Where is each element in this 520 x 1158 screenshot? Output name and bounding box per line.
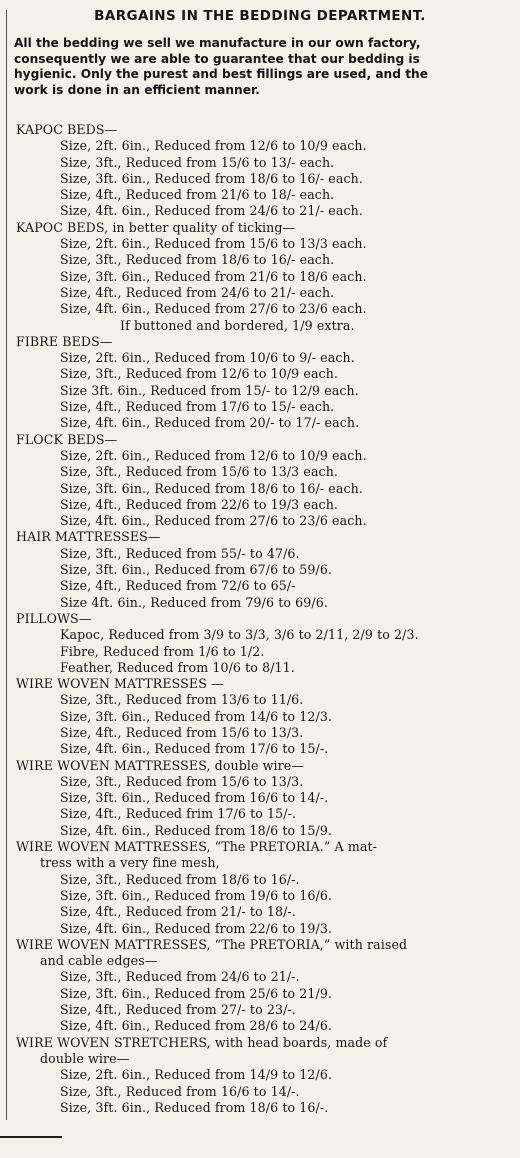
price-item: Size, 3ft., Reduced from 15/6 to 13/3. xyxy=(60,773,304,789)
price-item: Size, 4ft. 6in., Reduced from 17/6 to 15/-. xyxy=(60,741,329,757)
end-rule xyxy=(0,1136,62,1138)
section-heading: WIRE WOVEN MATTRESSES — xyxy=(16,676,224,692)
section-heading-continued: and cable edges— xyxy=(40,953,158,969)
price-item: Fibre, Reduced from 1/6 to 1/2. xyxy=(60,643,265,659)
section-heading: WIRE WOVEN MATTRESSES, double wire— xyxy=(16,757,305,773)
section-note: If buttoned and bordered, 1/9 extra. xyxy=(120,317,355,333)
column-rule xyxy=(6,10,7,1120)
price-item: Size, 4ft., Reduced from 17/6 to 15/- each. xyxy=(60,399,335,415)
price-item: Size, 4ft., Reduced from 22/6 to 19/3 each. xyxy=(60,496,339,512)
price-item: Size, 3ft., Reduced from 15/6 to 13/3 each. xyxy=(60,464,339,480)
article-title: BARGAINS IN THE BEDDING DEPARTMENT. xyxy=(94,8,426,24)
price-item: Size, 2ft. 6in., Reduced from 10/6 to 9/- each. xyxy=(60,350,355,366)
section-heading-continued: tress with a very fine mesh, xyxy=(40,855,220,871)
price-item: Size 4ft. 6in., Reduced from 79/6 to 69/6. xyxy=(60,594,328,610)
intro-line: consequently we are able to guarantee that our bedding is xyxy=(14,51,420,66)
price-item: Size, 3ft., Reduced from 16/6 to 14/-. xyxy=(60,1083,300,1099)
price-item: Size, 4ft., Reduced from 72/6 to 65/- xyxy=(60,578,296,594)
price-item: Size, 4ft., Reduced from 15/6 to 13/3. xyxy=(60,724,304,740)
intro-paragraph xyxy=(14,36,512,98)
section-heading: WIRE WOVEN MATTRESSES, “The PRETORIA.” A mat- xyxy=(16,839,378,855)
price-item: Feather, Reduced from 10/6 to 8/11. xyxy=(60,659,295,675)
price-item: Size, 3ft. 6in., Reduced from 16/6 to 14/-. xyxy=(60,790,329,806)
price-item: Size, 4ft. 6in., Reduced from 27/6 to 23/6 each. xyxy=(60,301,367,317)
section-heading: FLOCK BEDS— xyxy=(16,431,118,447)
section-heading: FIBRE BEDS— xyxy=(16,333,113,349)
section-heading: PILLOWS— xyxy=(16,610,92,626)
price-item: Size, 3ft. 6in., Reduced from 21/6 to 18/6 each. xyxy=(60,268,367,284)
price-item: Size, 3ft. 6in., Reduced from 25/6 to 21/9. xyxy=(60,985,333,1001)
section-heading-continued: double wire— xyxy=(40,1050,130,1066)
price-item: Size, 4ft., Reduced from 21/- to 18/-. xyxy=(60,904,296,920)
price-item: Size, 4ft. 6in., Reduced from 22/6 to 19/3. xyxy=(60,920,333,936)
price-listing xyxy=(16,122,516,1116)
section-heading: HAIR MATTRESSES— xyxy=(16,529,161,545)
price-item: Size, 3ft., Reduced from 18/6 to 16/- each. xyxy=(60,252,335,268)
price-item: Kapoc, Reduced from 3/9 to 3/3, 3/6 to 2/11, 2/9 to 2/3. xyxy=(60,627,419,643)
price-item: Size, 3ft., Reduced from 55/- to 47/6. xyxy=(60,545,300,561)
price-item: Size, 3ft. 6in., Reduced from 18/6 to 16/-. xyxy=(60,1099,329,1115)
price-item: Size, 3ft. 6in., Reduced from 18/6 to 16/- each. xyxy=(60,170,363,186)
price-item: Size, 4ft., Reduced from 24/6 to 21/- each. xyxy=(60,284,335,300)
price-item: Size, 3ft., Reduced from 13/6 to 11/6. xyxy=(60,692,304,708)
section-heading: WIRE WOVEN MATTRESSES, “The PRETORIA,” with raised xyxy=(16,936,408,952)
price-item: Size, 4ft., Reduced from 27/- to 23/-. xyxy=(60,1002,296,1018)
price-item: Size, 4ft., Reduced from 21/6 to 18/- each. xyxy=(60,187,335,203)
price-item: Size, 4ft. 6in., Reduced from 18/6 to 15/9. xyxy=(60,822,333,838)
price-item: Size, 4ft. 6in., Reduced from 24/6 to 21/- each. xyxy=(60,203,363,219)
intro-line: work is done in an efficient manner. xyxy=(14,82,260,97)
section-heading: WIRE WOVEN STRETCHERS, with head boards, made of xyxy=(16,1034,388,1050)
intro-line: All the bedding we sell we manufacture in our own factory, xyxy=(14,36,421,50)
price-item: Size, 4ft. 6in., Reduced from 27/6 to 23/6 each. xyxy=(60,513,367,529)
price-item: Size, 2ft. 6in., Reduced from 15/6 to 13/3 each. xyxy=(60,236,367,252)
price-item: Size, 2ft. 6in., Reduced from 14/9 to 12/6. xyxy=(60,1067,333,1083)
price-item: Size, 4ft. 6in., Reduced from 28/6 to 24/6. xyxy=(60,1018,333,1034)
price-item: Size, 4ft. 6in., Reduced from 20/- to 17/- each. xyxy=(60,415,360,431)
price-item: Size, 2ft. 6in., Reduced from 12/6 to 10/9 each. xyxy=(60,138,367,154)
price-item: Size, 3ft. 6in., Reduced from 14/6 to 12/3. xyxy=(60,708,333,724)
price-item: Size, 3ft. 6in., Reduced from 19/6 to 16/6. xyxy=(60,887,333,903)
price-item: Size, 3ft., Reduced from 24/6 to 21/-. xyxy=(60,969,300,985)
price-item: Size, 2ft. 6in., Reduced from 12/6 to 10/9 each. xyxy=(60,447,367,463)
price-item: Size, 3ft. 6in., Reduced from 18/6 to 16/- each. xyxy=(60,480,363,496)
price-item: Size 3ft. 6in., Reduced from 15/- to 12/9 each. xyxy=(60,382,359,398)
price-item: Size, 4ft., Reduced frim 17/6 to 15/-. xyxy=(60,806,297,822)
price-item: Size, 3ft. 6in., Reduced from 67/6 to 59/6. xyxy=(60,562,333,578)
price-item: Size, 3ft., Reduced from 18/6 to 16/-. xyxy=(60,871,300,887)
price-item: Size, 3ft., Reduced from 12/6 to 10/9 each. xyxy=(60,366,339,382)
section-heading: KAPOC BEDS, in better quality of ticking— xyxy=(16,219,296,235)
intro-line: hygienic. Only the purest and best fillings are used, and the xyxy=(14,67,428,81)
price-item: Size, 3ft., Reduced from 15/6 to 13/- each. xyxy=(60,154,335,170)
section-heading: KAPOC BEDS— xyxy=(16,122,118,137)
